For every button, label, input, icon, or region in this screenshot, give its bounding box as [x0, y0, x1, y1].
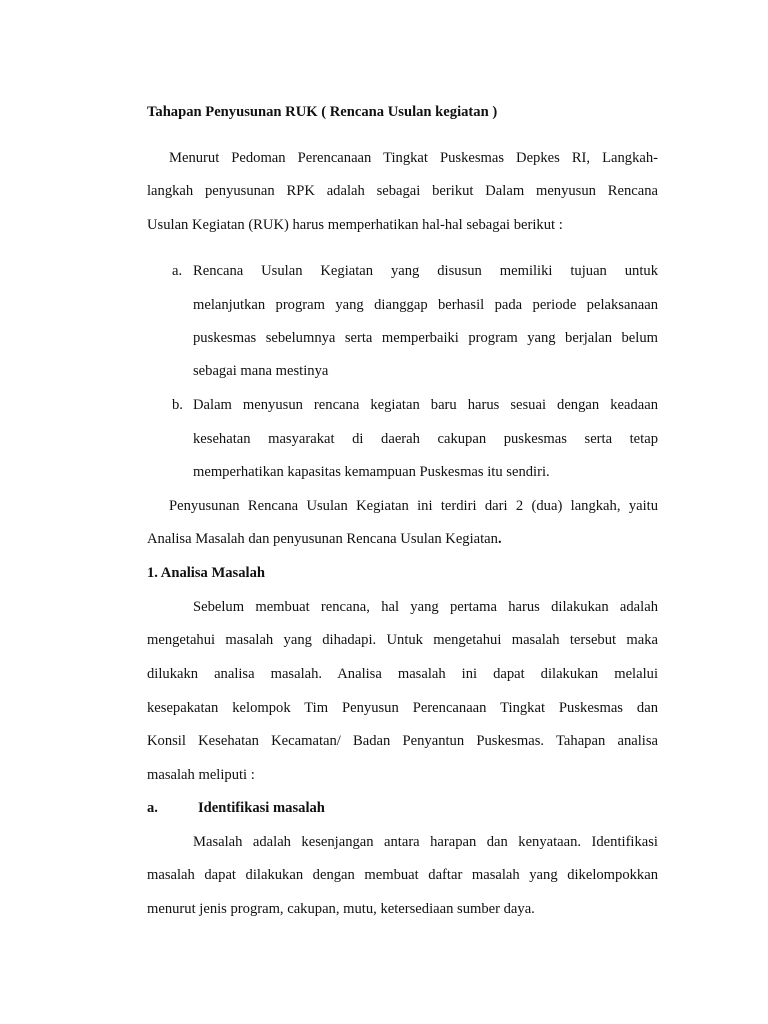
- section-line: dilukakn analisa masalah. Analisa masalah ini dapat dilakukan melalui: [147, 666, 658, 682]
- list-item-line: sebagai mana mestinya: [193, 363, 329, 379]
- subsection-line: menurut jenis program, cakupan, mutu, ketersediaan sumber daya.: [147, 901, 535, 917]
- subsection-line: Masalah adalah kesenjangan antara harapan dan kenyataan. Identifikasi: [193, 834, 658, 850]
- list-marker: b.: [172, 397, 183, 413]
- list-marker: a.: [172, 263, 183, 279]
- summary-line: Analisa Masalah dan penyusunan Rencana Usulan Kegiatan: [147, 531, 498, 547]
- subsection-marker: a.: [147, 800, 158, 816]
- section-line: Konsil Kesehatan Kecamatan/ Badan Penyantun Puskesmas. Tahapan analisa: [147, 733, 658, 749]
- intro-line: Usulan Kegiatan (RUK) harus memperhatikan hal-hal sebagai berikut :: [147, 217, 563, 233]
- list-item-line: puskesmas sebelumnya serta memperbaiki program yang berjalan belum: [193, 330, 658, 346]
- list-item-line: Rencana Usulan Kegiatan yang disusun memiliki tujuan untuk: [193, 263, 658, 279]
- subsection-heading: Identifikasi masalah: [198, 800, 325, 816]
- list-item-line: Dalam menyusun rencana kegiatan baru harus sesuai dengan keadaan: [193, 397, 658, 413]
- list-item-line: kesehatan masyarakat di daerah cakupan puskesmas serta tetap: [193, 431, 658, 447]
- summary-line-wrap: [147, 530, 658, 548]
- section-line: kesepakatan kelompok Tim Penyusun Perencanaan Tingkat Puskesmas dan: [147, 700, 658, 716]
- summary-line: Penyusunan Rencana Usulan Kegiatan ini terdiri dari 2 (dua) langkah, yaitu: [169, 498, 658, 514]
- summary-end: .: [497, 531, 502, 547]
- section-line: Sebelum membuat rencana, hal yang pertama harus dilakukan adalah: [193, 599, 658, 615]
- section-line: masalah meliputi :: [147, 767, 255, 783]
- document-title: Tahapan Penyusunan RUK ( Rencana Usulan kegiatan ): [147, 104, 498, 120]
- intro-line: Menurut Pedoman Perencanaan Tingkat Puskesmas Depkes RI, Langkah-: [169, 150, 658, 166]
- intro-line: langkah penyusunan RPK adalah sebagai berikut Dalam menyusun Rencana: [147, 183, 658, 199]
- section-heading: 1. Analisa Masalah: [147, 565, 265, 581]
- list-item-line: melanjutkan program yang dianggap berhasil pada periode pelaksanaan: [193, 297, 658, 313]
- subsection-line: masalah dapat dilakukan dengan membuat daftar masalah yang dikelompokkan: [147, 867, 658, 883]
- list-item-line: memperhatikan kapasitas kemampuan Puskesmas itu sendiri.: [193, 464, 550, 480]
- section-line: mengetahui masalah yang dihadapi. Untuk mengetahui masalah tersebut maka: [147, 632, 658, 648]
